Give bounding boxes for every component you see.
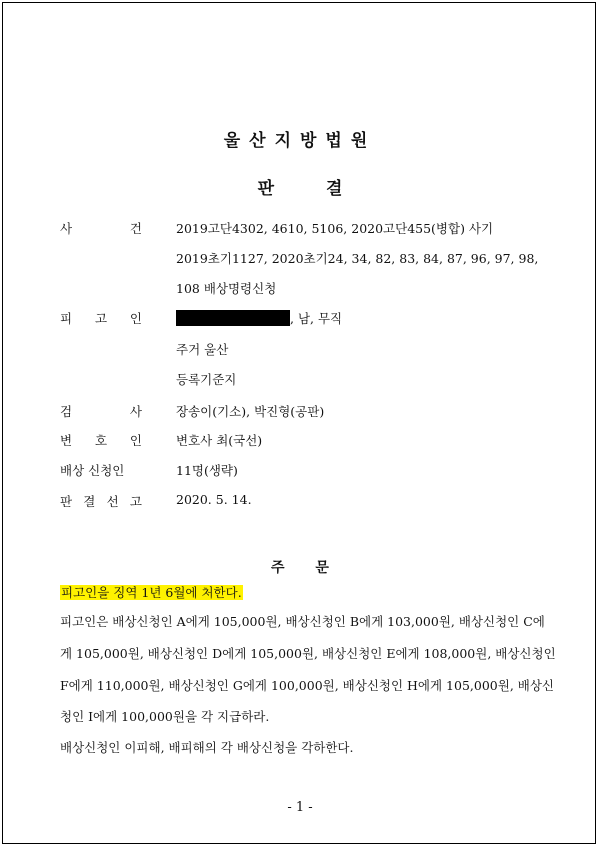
sentence-date-value: 2020. 5. 14. (176, 492, 252, 507)
applicant-label: 배상 신청인 (60, 463, 125, 478)
counsel-value: 변호사 최(국선) (176, 433, 263, 448)
document-type: 판 결 (257, 179, 343, 199)
order-sentence (60, 583, 243, 601)
case-number-line-1: 2019고단4302, 4610, 5106, 2020고단455(병합) 사기 (176, 221, 494, 236)
case-label: 사 건 (60, 221, 142, 236)
order-payment-line-3: F에게 110,000원, 배상신청인 G에게 100,000원, 배상신청인 H에게 105,000원, 배상신 (60, 678, 554, 693)
defendant-label: 피 고 인 (60, 311, 142, 326)
order-dismissal: 배상신청인 이피해, 배피해의 각 배상신청을 각하한다. (60, 740, 354, 755)
defendant-address: 주거 울산 (176, 342, 229, 357)
counsel-label: 변 호 인 (60, 433, 142, 448)
case-number-line-2: 2019초기1127, 2020초기24, 34, 82, 83, 84, 87, 96, 97, 98, (176, 251, 539, 266)
sentence-date-label: 판 결 선 고 (60, 494, 142, 509)
defendant-info (176, 309, 342, 327)
prosecutor-value: 장송이(기소), 박진형(공판) (176, 404, 325, 419)
order-payment-line-4: 청인 I에게 100,000원을 각 지급하라. (60, 709, 270, 724)
highlighted-sentence: 피고인을 징역 1년 6월에 처한다. (61, 585, 242, 600)
order-heading: 주 문 (271, 560, 329, 576)
order-payment-line-2: 게 105,000원, 배상신청인 D에게 105,000원, 배상신청인 E에게 108,000원, 배상신청인 (60, 646, 556, 661)
defendant-details: , 남, 무직 (290, 311, 343, 326)
court-name: 울산지방법원 (223, 131, 377, 151)
prosecutor-label: 검 사 (60, 404, 142, 419)
page-number: - 1 - (287, 800, 313, 815)
order-payment-line-1: 피고인은 배상신청인 A에게 105,000원, 배상신청인 B에게 103,000원, 배상신청인 C에 (60, 614, 545, 629)
defendant-registered-base: 등록기준지 (176, 372, 237, 387)
case-number-line-3: 108 배상명령신청 (176, 281, 277, 296)
applicant-value: 11명(생략) (176, 463, 238, 478)
redaction-bar (176, 310, 290, 326)
